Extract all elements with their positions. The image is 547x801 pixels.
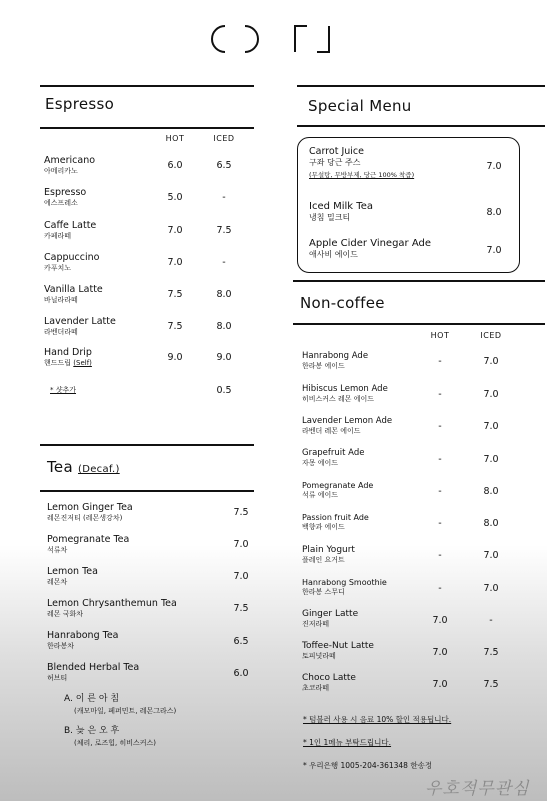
tea-title	[47, 458, 120, 476]
item-name: Carrot Juice	[309, 146, 364, 157]
price: 7.5	[233, 603, 249, 614]
herbal-option-b-desc: (체리, 로즈힙, 히비스커스)	[74, 739, 156, 747]
item-name-ko: 레몬차	[47, 578, 68, 586]
price: 6.5	[233, 636, 249, 647]
item-name: Lemon Ginger Tea	[47, 502, 133, 513]
item-name-ko: 카푸치노	[44, 264, 72, 272]
price-hot: -	[438, 421, 442, 432]
espresso-col-hot: HOT	[165, 134, 185, 143]
price: 7.0	[233, 571, 249, 582]
price-iced: 8.0	[216, 289, 232, 300]
item-name: Vanilla Latte	[44, 284, 103, 295]
cafe-logo	[205, 22, 355, 56]
item-name-ko: 한라봉 에이드	[302, 362, 345, 370]
tea-decaf-note: (Decaf.)	[78, 464, 120, 475]
price-hot: -	[438, 389, 442, 400]
item-name: Hand Drip	[44, 347, 92, 358]
item-name-ko: 레몬진저티 (레몬생강차)	[47, 514, 123, 522]
item-name-ko: 석류 에이드	[302, 491, 339, 499]
price-hot: 7.0	[167, 225, 183, 236]
price-hot: -	[438, 550, 442, 561]
item-name: Passion fruit Ade	[302, 513, 369, 522]
item-name: Apple Cider Vinegar Ade	[309, 238, 432, 249]
item-name: Toffee-Nut Latte	[302, 641, 374, 651]
note-tumbler: * 텀블러 사용 시 음료 10% 할인 적용됩니다.	[303, 715, 452, 724]
item-name-ko: 레몬 국화차	[47, 610, 84, 618]
watermark-text: 우호적무관심	[425, 779, 530, 799]
item-name: Hibiscus Lemon Ade	[302, 384, 388, 394]
price-hot: 9.0	[167, 352, 183, 363]
price-iced: -	[222, 192, 226, 203]
price-iced: 7.0	[483, 550, 499, 561]
price-hot: 7.0	[432, 615, 448, 626]
item-name-ko: 허브티	[47, 674, 68, 682]
item-name-ko: 한라봉 스무디	[302, 588, 345, 596]
item-name-ko: 석류차	[47, 546, 68, 554]
price: 7.0	[486, 245, 502, 256]
price-iced: 7.5	[483, 679, 499, 690]
item-note: (무설탕, 무방부제, 당근 100% 착즙)	[309, 171, 415, 179]
special-title: Special Menu	[308, 97, 412, 115]
noncoffee-col-iced: ICED	[480, 331, 502, 340]
item-name: Hanrabong Smoothie	[302, 578, 387, 587]
item-name: Lavender Lemon Ade	[302, 416, 393, 426]
price-hot: 7.0	[432, 647, 448, 658]
price-iced: 6.5	[216, 160, 232, 171]
price-hot: 5.0	[167, 192, 183, 203]
item-name-ko: 플레인 요거트	[302, 556, 345, 564]
item-name: Cappuccino	[44, 252, 100, 263]
price: 7.5	[233, 507, 249, 518]
tea-top-rule	[40, 444, 254, 446]
special-top-rule	[297, 85, 545, 87]
price-iced: 7.5	[216, 225, 232, 236]
price-iced: 7.0	[483, 421, 499, 432]
special-bottom-rule	[297, 125, 545, 127]
price-hot: 7.0	[167, 257, 183, 268]
price-iced: 7.0	[483, 389, 499, 400]
espresso-top-rule	[40, 85, 254, 87]
item-name: Hanrabong Tea	[47, 630, 119, 641]
price-hot: 7.5	[167, 321, 183, 332]
item-name-ko: 에스프레소	[44, 199, 78, 207]
item-name: Caffe Latte	[44, 220, 97, 231]
price-iced: -	[489, 615, 493, 626]
noncoffee-bottom-rule	[293, 323, 545, 325]
noncoffee-col-hot: HOT	[430, 331, 450, 340]
item-name: Lavender Latte	[44, 316, 116, 327]
item-name-ko: 바닐라라떼	[44, 296, 78, 304]
herbal-option-a-desc: (캐모마일, 페퍼민트, 레몬그라스)	[74, 707, 177, 715]
note-one-menu: * 1인 1메뉴 부탁드립니다.	[303, 738, 392, 747]
item-name-ko: 자몽 에이드	[302, 459, 339, 467]
item-name: Iced Milk Tea	[309, 201, 373, 212]
note-bank-account: * 우리은행 1005-204-361348 한송정	[303, 761, 433, 770]
item-name: Pomegranate Tea	[47, 534, 130, 545]
price-hot: -	[438, 356, 442, 367]
item-name: Lemon Chrysanthemun Tea	[47, 598, 177, 609]
item-name-ko: 냉침 밀크티	[309, 213, 351, 222]
shot-add-price: 0.5	[216, 385, 232, 396]
item-name-ko: 라벤더 레몬 에이드	[302, 427, 361, 435]
espresso-bottom-rule	[40, 127, 254, 129]
price-iced: 8.0	[216, 321, 232, 332]
item-name: Lemon Tea	[47, 566, 98, 577]
price: 8.0	[486, 207, 502, 218]
noncoffee-title: Non-coffee	[300, 294, 385, 312]
price-hot: 7.0	[432, 679, 448, 690]
item-name-ko: 구좌 당근 주스	[309, 158, 361, 167]
item-name-ko: 한라봉차	[47, 642, 75, 650]
espresso-title: Espresso	[45, 95, 115, 113]
price-iced: 7.5	[483, 647, 499, 658]
item-name-ko: 애사비 에이드	[309, 250, 358, 259]
self-note: (Self)	[73, 359, 92, 367]
price: 7.0	[233, 539, 249, 550]
tea-title-text: Tea	[47, 458, 73, 476]
item-name: Plain Yogurt	[302, 545, 355, 555]
price-iced: 7.0	[483, 454, 499, 465]
price-iced: -	[222, 257, 226, 268]
item-name-ko: 초코라떼	[302, 684, 330, 692]
item-name: Espresso	[44, 187, 87, 198]
price-iced: 7.0	[483, 583, 499, 594]
item-name-ko: 백향과 에이드	[302, 523, 345, 531]
noncoffee-top-rule	[293, 280, 545, 282]
espresso-col-iced: ICED	[213, 134, 235, 143]
item-name-ko: 토피넛라떼	[302, 652, 336, 660]
item-name: Grapefruit Ade	[302, 448, 365, 458]
price-hot: 7.5	[167, 289, 183, 300]
price: 6.0	[233, 668, 249, 679]
price-hot: -	[438, 583, 442, 594]
price-iced: 7.0	[483, 356, 499, 367]
item-name-ko	[44, 359, 92, 367]
herbal-option-a: A. 이 른 아 침	[64, 694, 120, 704]
price-hot: -	[438, 454, 442, 465]
price-hot: -	[438, 486, 442, 497]
item-name-ko: 진저라떼	[302, 620, 330, 628]
item-name: Choco Latte	[302, 673, 356, 683]
price-iced: 8.0	[483, 486, 499, 497]
item-name-ko: 히비스커스 레몬 에이드	[302, 395, 375, 403]
item-name-ko: 카페라떼	[44, 232, 72, 240]
item-name: Ginger Latte	[302, 609, 359, 619]
item-name: Americano	[44, 155, 96, 166]
herbal-option-b: B. 늦 은 오 후	[64, 726, 120, 736]
shot-add-label: * 샷추가	[50, 386, 77, 394]
item-name-ko: 라벤더라떼	[44, 328, 78, 336]
item-name: Pomegranate Ade	[302, 481, 374, 490]
price-hot: -	[438, 518, 442, 529]
price: 7.0	[486, 161, 502, 172]
item-name: Hanrabong Ade	[302, 351, 369, 361]
price-iced: 9.0	[216, 352, 232, 363]
price-iced: 8.0	[483, 518, 499, 529]
item-name: Blended Herbal Tea	[47, 662, 140, 673]
item-name-ko: 아메리카노	[44, 167, 78, 175]
price-hot: 6.0	[167, 160, 183, 171]
item-name-ko-text: 핸드드립	[44, 359, 74, 367]
tea-bottom-rule	[40, 490, 254, 492]
